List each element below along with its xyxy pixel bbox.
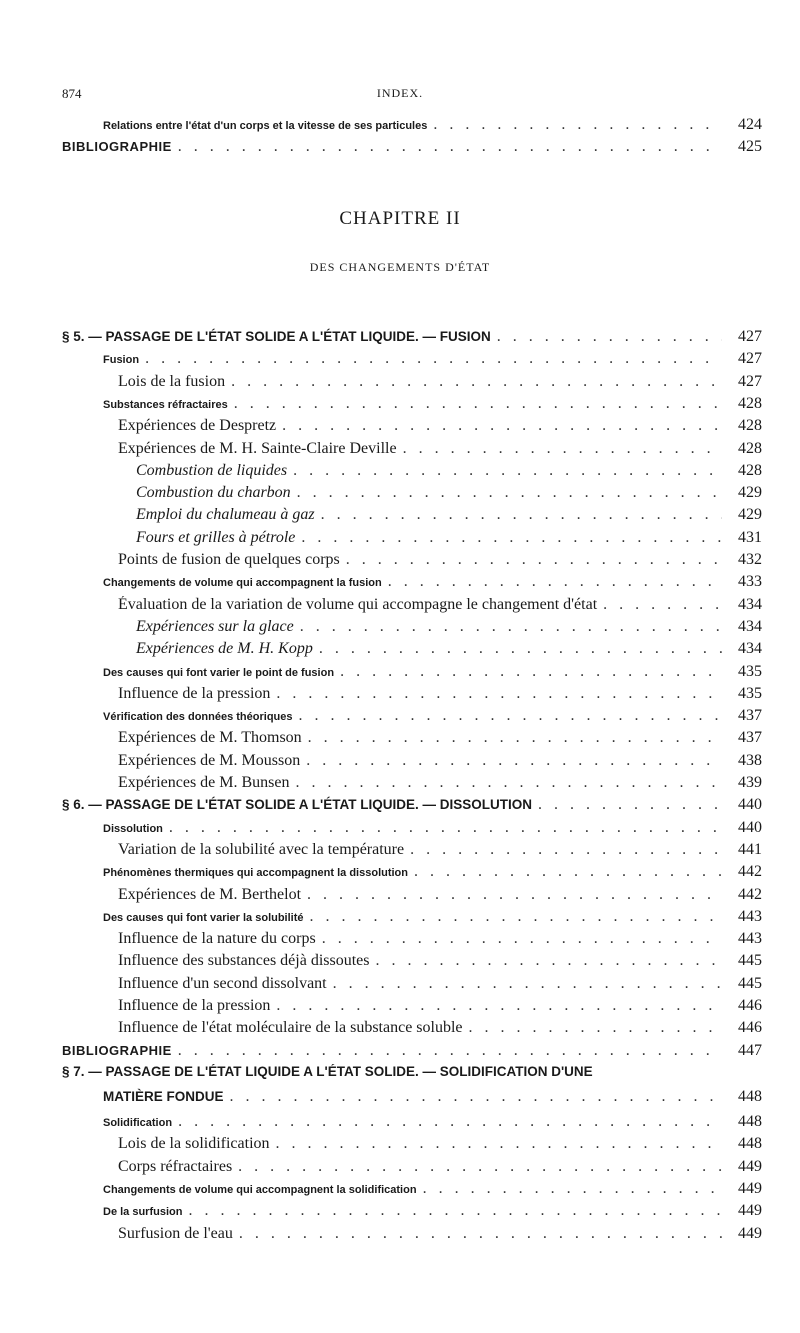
- leader-dots: [300, 618, 722, 636]
- leader-dots: [239, 1225, 722, 1243]
- entry-text: Expériences de M. Bunsen: [118, 774, 290, 791]
- leader-dots: [234, 395, 722, 413]
- entry-page: 448: [738, 1135, 762, 1153]
- index-entry: [0, 997, 800, 1019]
- entry-page: 443: [738, 930, 762, 948]
- leader-dots: [188, 1202, 722, 1220]
- entry-page: 431: [738, 528, 762, 546]
- entry-text: Combustion du charbon: [136, 484, 291, 502]
- leader-dots: [538, 796, 722, 814]
- leader-dots: [322, 930, 722, 948]
- entry-page: 428: [738, 439, 762, 457]
- index-entry: [0, 863, 800, 885]
- index-entry: [0, 952, 800, 974]
- leader-dots: [238, 1158, 722, 1176]
- entry-page: 449: [738, 1157, 762, 1175]
- index-entry: [0, 618, 800, 640]
- entry-page: 429: [738, 484, 762, 502]
- entry-text: Des causes qui font varier la solubilité: [103, 911, 304, 924]
- index-entry: [0, 663, 800, 685]
- entry-text: Corps réfractaires: [118, 1157, 233, 1175]
- entry-text: Des causes qui font varier le point de fusion: [103, 666, 335, 679]
- entry-text: Influence de l'état moléculaire de la substance soluble: [118, 1019, 463, 1037]
- leader-dots: [423, 1180, 722, 1198]
- leader-dots: [178, 1113, 722, 1131]
- leader-dots: [282, 417, 722, 435]
- leader-dots: [178, 1042, 722, 1060]
- leader-dots: [321, 506, 722, 524]
- leader-dots: [403, 440, 722, 458]
- entry-text: Expériences de Despretz: [118, 417, 277, 435]
- entry-text: Emploi du chalumeau à gaz: [136, 506, 315, 524]
- entry-text: De la surfusion: [103, 1206, 183, 1219]
- leader-dots: [319, 640, 722, 658]
- leader-dots: [433, 116, 722, 134]
- index-entry: [0, 1019, 800, 1041]
- entry-text: Fusion: [103, 354, 140, 367]
- entry-page: 448: [738, 1113, 762, 1130]
- entry-text: Influence de la pression: [118, 997, 271, 1014]
- leader-dots: [301, 529, 722, 547]
- entry-text: Expériences de M. Thomson: [118, 729, 302, 747]
- leader-dots: [388, 573, 722, 591]
- entry-text: Influence de la nature du corps: [118, 930, 316, 948]
- index-entry: [0, 1180, 800, 1202]
- entry-text: Lois de la solidification: [118, 1135, 270, 1153]
- entry-page: 435: [738, 662, 762, 680]
- leader-dots: [297, 484, 722, 502]
- entry-page: 441: [738, 840, 762, 858]
- entry-text: Points de fusion de quelques corps: [118, 551, 340, 568]
- entry-page: 446: [738, 997, 762, 1014]
- entry-text: § 6. — PASSAGE DE L'ÉTAT SOLIDE A L'ÉTAT LIQUIDE. — DISSOLUTION: [62, 797, 532, 813]
- entry-text: Variation de la solubilité avec la température: [118, 840, 405, 858]
- entry-page: 449: [738, 1224, 762, 1242]
- leader-dots: [469, 1019, 722, 1037]
- page-header: [0, 86, 800, 106]
- leader-dots: [603, 596, 722, 614]
- entry-text: Expériences sur la glace: [136, 617, 294, 635]
- index-entry: [0, 1113, 800, 1135]
- entry-page: 439: [738, 774, 762, 791]
- entry-text: Expériences de M. H. Kopp: [136, 640, 313, 658]
- entry-text: Changements de volume qui accompagnent la fusion: [103, 577, 382, 590]
- index-entry: [0, 819, 800, 841]
- index-entry: [0, 1135, 800, 1157]
- leader-dots: [276, 1135, 722, 1153]
- index-entry: [0, 908, 800, 930]
- entry-page: 440: [738, 796, 762, 814]
- entry-page: 440: [738, 818, 762, 836]
- entry-page: 428: [738, 394, 762, 412]
- leader-dots: [145, 350, 722, 368]
- entry-page: 429: [738, 506, 762, 524]
- entry-page: 445: [738, 952, 762, 970]
- entry-text: Dissolution: [103, 822, 163, 835]
- index-entry: [0, 707, 800, 729]
- index-entry: [0, 975, 800, 997]
- entry-text: Relations entre l'état d'un corps et la vitesse de ses particules: [103, 120, 428, 132]
- entry-text: Combustion de liquides: [136, 461, 288, 479]
- entry-page: 427: [738, 350, 762, 368]
- index-entry: [0, 506, 800, 528]
- entry-page: 435: [738, 684, 762, 702]
- entry-text: Expériences de M. Mousson: [118, 751, 301, 769]
- index-entry: [0, 774, 800, 796]
- entry-page: 449: [738, 1179, 762, 1197]
- index-entry: [0, 841, 800, 863]
- index-entry: [0, 640, 800, 662]
- entry-text: BIBLIOGRAPHIE: [62, 1042, 172, 1058]
- section-7-heading: [0, 1064, 800, 1086]
- leader-dots: [307, 886, 722, 904]
- entry-text: Lois de la fusion: [118, 372, 226, 390]
- leader-dots: [340, 663, 722, 681]
- entry-text: Influence des substances déjà dissoutes: [118, 952, 370, 970]
- leader-dots: [308, 729, 722, 747]
- running-title: INDEX.: [376, 86, 424, 100]
- index-entry: [0, 440, 800, 462]
- index-entry: [0, 685, 800, 707]
- index-entry: [0, 138, 800, 160]
- leader-dots: [410, 841, 722, 859]
- entry-text: Fours et grilles à pétrole: [136, 528, 296, 546]
- index-entry: [0, 729, 800, 751]
- entry-page: 442: [738, 885, 762, 903]
- entry-page: 428: [738, 461, 762, 479]
- entry-text: Expériences de M. Berthelot: [118, 885, 302, 903]
- entry-text: Influence de la pression: [118, 684, 271, 702]
- index-entry: [0, 796, 800, 818]
- index-entry: [0, 462, 800, 484]
- entry-page: 437: [738, 707, 762, 725]
- entry-text: Solidification: [103, 1117, 173, 1129]
- index-entry: [0, 551, 800, 573]
- leader-dots: [293, 462, 722, 480]
- entry-page: 447: [738, 1041, 762, 1059]
- index-entry: [0, 328, 800, 350]
- entry-page: 449: [738, 1202, 762, 1220]
- page-number: 874: [62, 86, 82, 101]
- entry-text: Évaluation de la variation de volume qui accompagne le changement d'état: [118, 595, 598, 613]
- leader-dots: [276, 997, 722, 1015]
- section-7-line1: § 7. — PASSAGE DE L'ÉTAT LIQUIDE A L'ÉTAT SOLIDE. — SOLIDIFICATION D'UNE: [62, 1064, 593, 1079]
- leader-dots: [230, 1088, 723, 1106]
- entry-page: 443: [738, 907, 762, 925]
- index-entry: [0, 1042, 800, 1064]
- index-entry: [0, 752, 800, 774]
- section-7-line2: MATIÈRE FONDUE: [103, 1089, 224, 1104]
- entry-text: Substances réfractaires: [103, 398, 228, 411]
- entry-page: 433: [738, 573, 762, 591]
- index-entry: [0, 484, 800, 506]
- entry-page: 437: [738, 729, 762, 747]
- entry-text: Surfusion de l'eau: [118, 1224, 233, 1242]
- entry-text: § 5. — PASSAGE DE L'ÉTAT SOLIDE A L'ÉTAT LIQUIDE. — FUSION: [62, 329, 491, 344]
- entry-text: Expériences de M. H. Sainte-Claire Deville: [118, 439, 397, 457]
- index-entry: [0, 886, 800, 908]
- leader-dots: [497, 328, 722, 346]
- entry-page: 425: [738, 138, 762, 155]
- leader-dots: [231, 373, 722, 391]
- entry-page: 427: [738, 372, 762, 390]
- entry-text: BIBLIOGRAPHIE: [62, 139, 172, 154]
- index-entry: [0, 1158, 800, 1180]
- index-entry: [0, 1202, 800, 1224]
- leader-dots: [276, 685, 722, 703]
- leader-dots: [333, 975, 722, 993]
- leader-dots: [299, 707, 723, 725]
- entry-page: 432: [738, 551, 762, 568]
- chapter-title: CHAPITRE II: [339, 208, 461, 229]
- entry-page: 428: [738, 417, 762, 435]
- index-entry: [0, 373, 800, 395]
- index-entry: [0, 350, 800, 372]
- entry-page: 424: [738, 116, 762, 133]
- entry-text: Phénomènes thermiques qui accompagnent la dissolution: [103, 867, 408, 880]
- entry-page: 445: [738, 974, 762, 992]
- leader-dots: [375, 952, 722, 970]
- index-entry: [0, 395, 800, 417]
- leader-dots: [414, 863, 722, 881]
- leader-dots: [296, 774, 722, 792]
- leader-dots: [310, 908, 722, 926]
- entry-page: 434: [738, 595, 762, 613]
- chapter-subtitle: DES CHANGEMENTS D'ÉTAT: [309, 260, 491, 274]
- leader-dots: [178, 138, 722, 156]
- index-entry: [0, 930, 800, 952]
- leader-dots: [306, 752, 722, 770]
- entry-page: 446: [738, 1019, 762, 1037]
- index-entry: [0, 1225, 800, 1247]
- entry-page: 438: [738, 751, 762, 769]
- index-entry: [0, 596, 800, 618]
- entry-page: 442: [738, 863, 762, 881]
- index-entry: [0, 417, 800, 439]
- index-entry: [0, 116, 800, 138]
- entry-text: Vérification des données théoriques: [103, 711, 293, 724]
- index-entry: [0, 529, 800, 551]
- entry-page: 427: [738, 328, 762, 345]
- index-entry: [0, 573, 800, 595]
- entry-page: 448: [738, 1088, 762, 1105]
- leader-dots: [169, 819, 722, 837]
- entry-page: 434: [738, 640, 762, 658]
- section-7-heading-cont: [0, 1088, 800, 1110]
- entry-text: Changements de volume qui accompagnent la solidification: [103, 1183, 417, 1196]
- leader-dots: [346, 551, 722, 569]
- entry-page: 434: [738, 617, 762, 635]
- entry-text: Influence d'un second dissolvant: [118, 974, 327, 992]
